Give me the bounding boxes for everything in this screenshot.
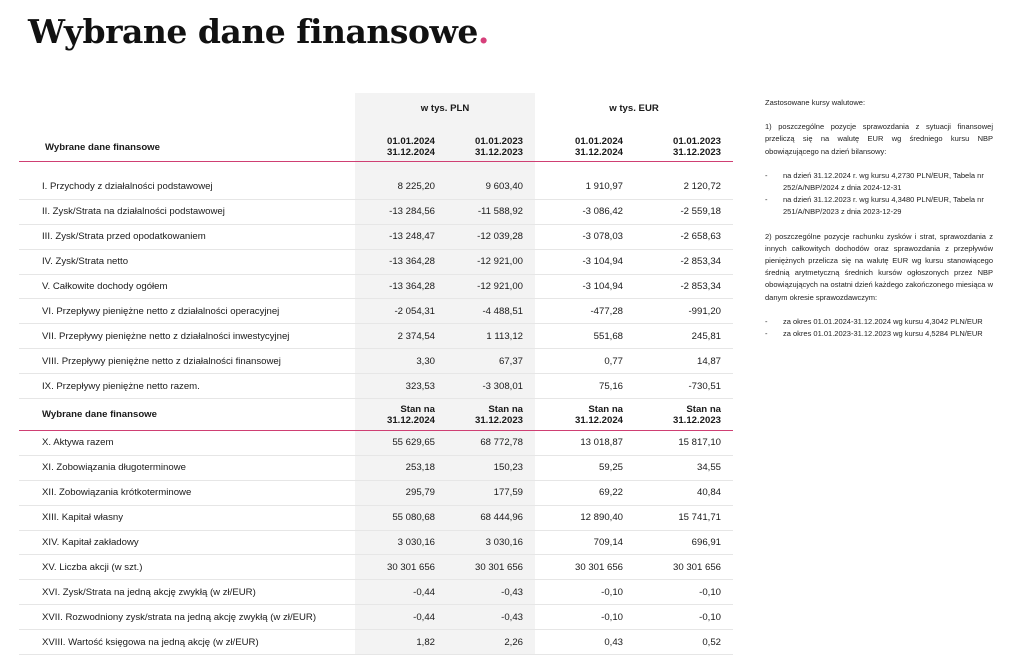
value-pln-2023: -12 921,00 xyxy=(447,274,535,299)
balance-header-row xyxy=(19,399,733,431)
fx-rate-item: - na dzień 31.12.2023 r. wg kursu 4,3480 PLN/EUR, Tabela nr 251/A/NBP/2023 z dnia 2023-12-29 xyxy=(765,194,993,218)
table-row xyxy=(19,175,733,199)
value-pln-2024: 55 080,68 xyxy=(355,505,447,530)
value-pln-2024: -13 248,47 xyxy=(355,224,447,249)
value-eur-2023: -991,20 xyxy=(635,299,733,324)
page-title xyxy=(28,12,489,51)
period-header-pln-2024: 01.01.2024 31.12.2024 xyxy=(355,123,447,162)
value-eur-2024: 75,16 xyxy=(535,374,635,399)
value-pln-2024: 1,82 xyxy=(355,630,447,655)
period-header-row xyxy=(19,123,733,162)
table-row xyxy=(19,274,733,299)
table-row xyxy=(19,299,733,324)
value-pln-2024: 8 225,20 xyxy=(355,175,447,199)
value-eur-2023: 696,91 xyxy=(635,530,733,555)
value-eur-2024: -3 104,94 xyxy=(535,274,635,299)
table-row xyxy=(19,580,733,605)
row-label: VII. Przepływy pieniężne netto z działalności inwestycyjnej xyxy=(19,324,355,349)
value-eur-2024: 0,77 xyxy=(535,349,635,374)
table-row xyxy=(19,324,733,349)
group-header-pln: w tys. PLN xyxy=(355,93,535,123)
value-eur-2024: -0,10 xyxy=(535,605,635,630)
value-pln-2023: 30 301 656 xyxy=(447,555,535,580)
value-pln-2024: 253,18 xyxy=(355,455,447,480)
value-pln-2024: 295,79 xyxy=(355,480,447,505)
table-row xyxy=(19,555,733,580)
value-eur-2024: 59,25 xyxy=(535,455,635,480)
value-eur-2023: -730,51 xyxy=(635,374,733,399)
value-eur-2024: 709,14 xyxy=(535,530,635,555)
value-pln-2023: 9 603,40 xyxy=(447,175,535,199)
row-label: I. Przychody z działalności podstawowej xyxy=(19,175,355,199)
row-label: XVI. Zysk/Strata na jedną akcję zwykłą (w zł/EUR) xyxy=(19,580,355,605)
table-row xyxy=(19,199,733,224)
value-eur-2023: -2 853,34 xyxy=(635,249,733,274)
value-pln-2023: -0,43 xyxy=(447,605,535,630)
row-label: VIII. Przepływy pieniężne netto z działalności finansowej xyxy=(19,349,355,374)
value-eur-2024: 30 301 656 xyxy=(535,555,635,580)
value-eur-2024: 12 890,40 xyxy=(535,505,635,530)
value-pln-2024: 323,53 xyxy=(355,374,447,399)
table-header-label: Wybrane dane finansowe xyxy=(19,123,355,162)
fx-income-rates-list xyxy=(765,316,993,340)
value-pln-2024: -13 364,28 xyxy=(355,274,447,299)
fx-rate-item: - za okres 01.01.2023-31.12.2023 wg kursu 4,5284 PLN/EUR xyxy=(765,328,993,340)
value-pln-2023: -12 921,00 xyxy=(447,249,535,274)
table-row xyxy=(19,605,733,630)
value-pln-2024: -13 284,56 xyxy=(355,199,447,224)
value-pln-2023: -3 308,01 xyxy=(447,374,535,399)
flow-rows-group xyxy=(19,175,733,399)
row-label: XI. Zobowiązania długoterminowe xyxy=(19,455,355,480)
row-label: X. Aktywa razem xyxy=(19,431,355,456)
period-header-pln-2023: 01.01.2023 31.12.2023 xyxy=(447,123,535,162)
balance-header-pln-2024: Stan na 31.12.2024 xyxy=(355,399,447,431)
value-eur-2023: -2 559,18 xyxy=(635,199,733,224)
value-eur-2024: -3 086,42 xyxy=(535,199,635,224)
value-eur-2023: -2 853,34 xyxy=(635,274,733,299)
exchange-rates-notes xyxy=(765,97,993,352)
table-row xyxy=(19,374,733,399)
value-eur-2023: 14,87 xyxy=(635,349,733,374)
value-eur-2023: 30 301 656 xyxy=(635,555,733,580)
value-pln-2024: -2 054,31 xyxy=(355,299,447,324)
row-label: XIV. Kapitał zakładowy xyxy=(19,530,355,555)
value-pln-2023: 177,59 xyxy=(447,480,535,505)
value-eur-2024: 0,43 xyxy=(535,630,635,655)
value-pln-2023: 2,26 xyxy=(447,630,535,655)
row-label: II. Zysk/Strata na działalności podstawowej xyxy=(19,199,355,224)
value-pln-2023: -4 488,51 xyxy=(447,299,535,324)
value-eur-2024: 13 018,87 xyxy=(535,431,635,456)
balance-rows-group xyxy=(19,431,733,655)
value-pln-2023: -11 588,92 xyxy=(447,199,535,224)
balance-header-pln-2023: Stan na 31.12.2023 xyxy=(447,399,535,431)
row-label: IV. Zysk/Strata netto xyxy=(19,249,355,274)
value-pln-2024: 55 629,65 xyxy=(355,431,447,456)
value-eur-2023: -0,10 xyxy=(635,605,733,630)
table-row xyxy=(19,224,733,249)
value-eur-2023: -0,10 xyxy=(635,580,733,605)
fx-rate-item: - na dzień 31.12.2024 r. wg kursu 4,2730 PLN/EUR, Tabela nr 252/A/NBP/2024 z dnia 2024-12-31 xyxy=(765,170,993,194)
table-row xyxy=(19,455,733,480)
table-row xyxy=(19,480,733,505)
value-pln-2023: 150,23 xyxy=(447,455,535,480)
row-label: XII. Zobowiązania krótkoterminowe xyxy=(19,480,355,505)
row-label: XV. Liczba akcji (w szt.) xyxy=(19,555,355,580)
value-eur-2023: 34,55 xyxy=(635,455,733,480)
balance-header-label: Wybrane dane finansowe xyxy=(19,399,355,431)
table-row xyxy=(19,249,733,274)
value-eur-2023: 245,81 xyxy=(635,324,733,349)
value-eur-2023: -2 658,63 xyxy=(635,224,733,249)
value-pln-2024: 3,30 xyxy=(355,349,447,374)
value-pln-2024: 30 301 656 xyxy=(355,555,447,580)
value-pln-2023: -0,43 xyxy=(447,580,535,605)
value-pln-2023: 3 030,16 xyxy=(447,530,535,555)
fx-balance-rates-list xyxy=(765,170,993,219)
financial-data-table xyxy=(19,93,733,655)
value-eur-2023: 0,52 xyxy=(635,630,733,655)
value-pln-2024: 2 374,54 xyxy=(355,324,447,349)
table-row xyxy=(19,530,733,555)
period-header-eur-2023: 01.01.2023 31.12.2023 xyxy=(635,123,733,162)
value-eur-2023: 40,84 xyxy=(635,480,733,505)
balance-header-eur-2024: Stan na 31.12.2024 xyxy=(535,399,635,431)
value-pln-2023: -12 039,28 xyxy=(447,224,535,249)
row-label: IX. Przepływy pieniężne netto razem. xyxy=(19,374,355,399)
row-label: XVIII. Wartość księgowa na jedną akcję (w zł/EUR) xyxy=(19,630,355,655)
title-accent-dot: . xyxy=(477,12,489,51)
table-row xyxy=(19,431,733,456)
row-label: XIII. Kapitał własny xyxy=(19,505,355,530)
period-header-eur-2024: 01.01.2024 31.12.2024 xyxy=(535,123,635,162)
fx-note-balance: 1) poszczególne pozycje sprawozdania z sytuacji finansowej przeliczą się na walutę EUR wg średniego kursu NBP obowiązującego na dzień bilansowy: xyxy=(765,122,993,156)
balance-header-eur-2023: Stan na 31.12.2023 xyxy=(635,399,733,431)
value-eur-2024: -477,28 xyxy=(535,299,635,324)
group-header-eur: w tys. EUR xyxy=(609,102,659,114)
value-eur-2023: 15 741,71 xyxy=(635,505,733,530)
page-title-text: Wybrane dane finansowe xyxy=(28,12,478,51)
fx-heading: Zastosowane kursy walutowe: xyxy=(765,98,866,107)
row-label: XVII. Rozwodniony zysk/strata na jedną akcję zwykłą (w zł/EUR) xyxy=(19,605,355,630)
value-eur-2024: 69,22 xyxy=(535,480,635,505)
value-eur-2024: -3 104,94 xyxy=(535,249,635,274)
value-eur-2024: 551,68 xyxy=(535,324,635,349)
value-pln-2023: 68 772,78 xyxy=(447,431,535,456)
value-eur-2023: 15 817,10 xyxy=(635,431,733,456)
currency-group-header-row xyxy=(19,93,733,123)
value-pln-2023: 68 444,96 xyxy=(447,505,535,530)
row-label: V. Całkowite dochody ogółem xyxy=(19,274,355,299)
value-eur-2024: 1 910,97 xyxy=(535,175,635,199)
table-row xyxy=(19,630,733,655)
value-eur-2023: 2 120,72 xyxy=(635,175,733,199)
value-eur-2024: -0,10 xyxy=(535,580,635,605)
row-label: VI. Przepływy pieniężne netto z działalności operacyjnej xyxy=(19,299,355,324)
fx-note-income: 2) poszczególne pozycje rachunku zysków i strat, sprawozdania z innych całkowitych dochodów oraz sprawozdania z przepływów pieniężnych przelicza się na walutę EUR wg kursu stanowiącego średnią arytmetyczną średnich kursów ogłoszonych przez NBP obowiązujących na ostatni dzień każdego zakończonego miesiąca w danym okresie sprawozdawczym: xyxy=(765,231,993,302)
row-label: III. Zysk/Strata przed opodatkowaniem xyxy=(19,224,355,249)
value-pln-2023: 67,37 xyxy=(447,349,535,374)
table-row xyxy=(19,505,733,530)
table-row xyxy=(19,349,733,374)
value-pln-2024: -0,44 xyxy=(355,580,447,605)
value-pln-2023: 1 113,12 xyxy=(447,324,535,349)
value-pln-2024: 3 030,16 xyxy=(355,530,447,555)
value-eur-2024: -3 078,03 xyxy=(535,224,635,249)
value-pln-2024: -13 364,28 xyxy=(355,249,447,274)
fx-rate-item: - za okres 01.01.2024-31.12.2024 wg kursu 4,3042 PLN/EUR xyxy=(765,316,993,328)
value-pln-2024: -0,44 xyxy=(355,605,447,630)
